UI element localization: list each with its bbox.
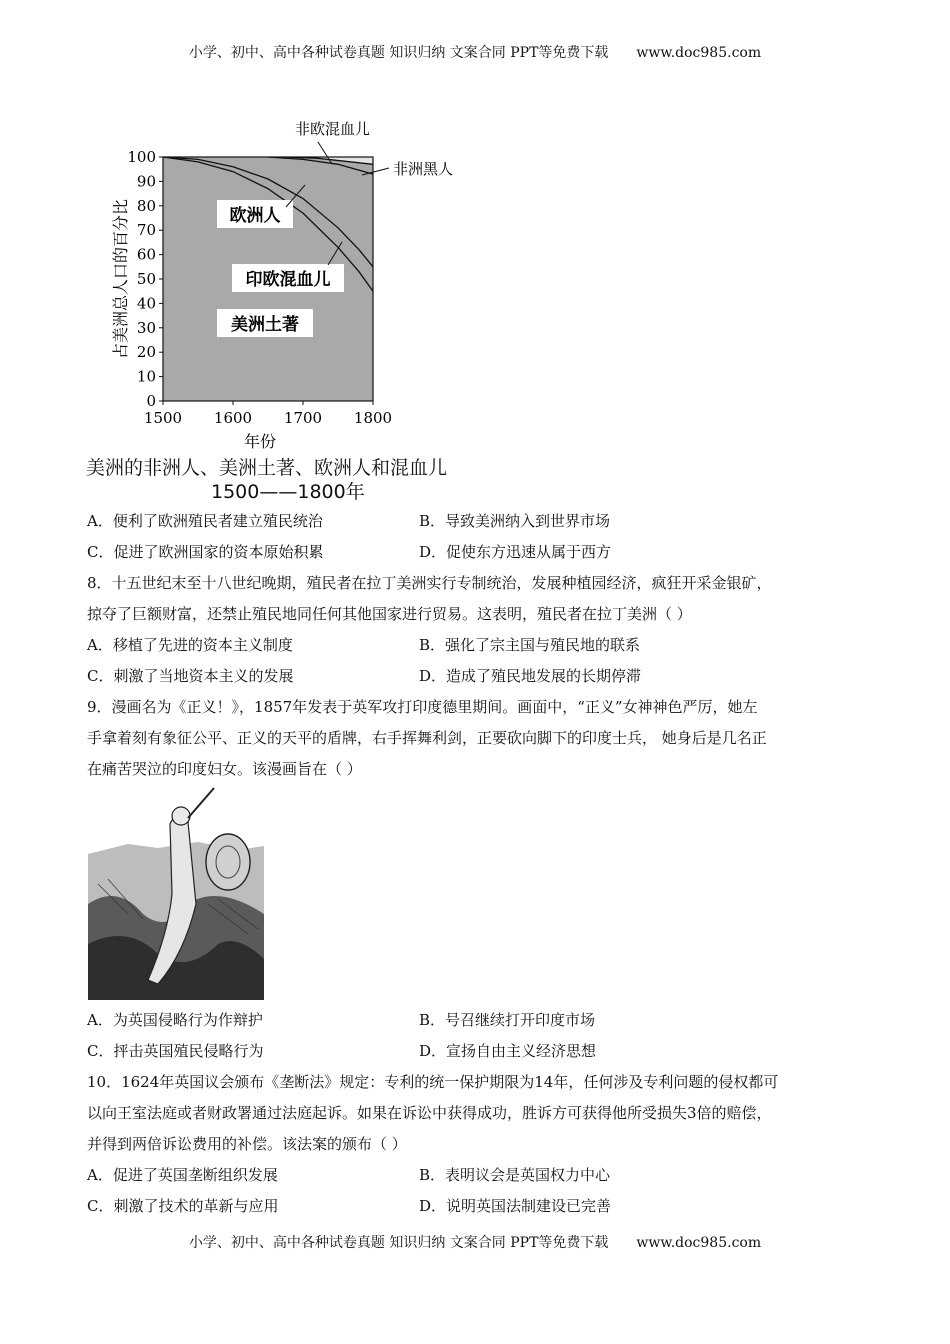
q9-stem-line3: 在痛苦哭泣的印度妇女。该漫画旨在（ ） bbox=[87, 760, 362, 778]
x-tick-label: 1800 bbox=[353, 409, 393, 427]
q8-option-d: D．造成了殖民地发展的长期停滞 bbox=[419, 667, 642, 685]
page-footer bbox=[0, 1232, 950, 1252]
q10-option-b: B．表明议会是英国权力中心 bbox=[419, 1166, 611, 1184]
q7-option-c: C．促进了欧洲国家的资本原始积累 bbox=[87, 543, 324, 561]
footer-text: 小学、初中、高中各种试卷真题 知识归纳 文案合同 PPT等免费下载 bbox=[188, 1235, 609, 1251]
q9-option-a: A．为英国侵略行为作辩护 bbox=[87, 1011, 263, 1029]
y-tick-label: 50 bbox=[136, 270, 156, 288]
q7-option-b: B．导致美洲纳入到世界市场 bbox=[419, 512, 611, 530]
q8-stem-line2: 掠夺了巨额财富，还禁止殖民地同任何其他国家进行贸易。这表明，殖民者在拉丁美洲（ ） bbox=[87, 605, 692, 623]
y-tick-label: 100 bbox=[127, 148, 156, 166]
y-tick-label: 40 bbox=[136, 294, 156, 313]
q9-option-c: C．抨击英国殖民侵略行为 bbox=[87, 1042, 264, 1060]
q8-option-a: A．移植了先进的资本主义制度 bbox=[87, 636, 293, 654]
label-non-european-mixed: 非欧混血儿 bbox=[295, 120, 371, 138]
header-text: 小学、初中、高中各种试卷真题 知识归纳 文案合同 PPT等免费下载 bbox=[188, 45, 609, 61]
y-axis-label: 占美洲总人口的百分比 bbox=[111, 198, 130, 360]
x-tick-label: 1700 bbox=[283, 409, 323, 427]
y-tick-label: 20 bbox=[136, 343, 156, 362]
q8-stem-line1: 8．十五世纪末至十八世纪晚期，殖民者在拉丁美洲实行专制统治，发展种植园经济，疯狂开采金银矿， bbox=[87, 574, 772, 592]
page-header bbox=[0, 42, 950, 62]
q7-option-a: A．便利了欧洲殖民者建立殖民统治 bbox=[87, 512, 323, 530]
label-africans: 非洲黑人 bbox=[393, 160, 454, 178]
q10-stem-line1: 10．1624年英国议会颁布《垄断法》规定：专利的统一保护期限为14年，任何涉及专利问题的侵权都可 bbox=[87, 1073, 779, 1091]
q10-option-a: A．促进了英国垄断组织发展 bbox=[87, 1166, 278, 1184]
x-tick-label: 1500 bbox=[143, 409, 183, 427]
label-europeans: 欧洲人 bbox=[229, 206, 281, 226]
q10-option-c: C．刺激了技术的革新与应用 bbox=[87, 1197, 279, 1215]
y-tick-label: 70 bbox=[136, 221, 156, 240]
header-site: www.doc985.com bbox=[636, 45, 762, 61]
q9-option-d: D．宣扬自由主义经济思想 bbox=[419, 1042, 597, 1060]
y-tick-label: 10 bbox=[136, 367, 156, 386]
q10-stem-line2: 以向王室法庭或者财政署通过法庭起诉。如果在诉讼中获得成功，胜诉方可获得他所受损失3倍的赔偿， bbox=[87, 1104, 772, 1122]
chart-caption-line2: 1500——1800年 bbox=[211, 481, 365, 503]
q9-option-b: B．号召继续打开印度市场 bbox=[419, 1011, 596, 1029]
population-chart bbox=[100, 112, 520, 452]
chart-caption-line1: 美洲的非洲人、美洲土著、欧洲人和混血儿 bbox=[86, 457, 448, 479]
label-mestizo: 印欧混血儿 bbox=[245, 270, 331, 290]
y-tick-label: 0 bbox=[146, 392, 156, 410]
q9-stem-line2: 手拿着刻有象征公平、正义的天平的盾牌，右手挥舞利剑，正要砍向脚下的印度士兵， 她身后是几名正 bbox=[87, 729, 767, 747]
x-axis-label: 年份 bbox=[243, 432, 277, 451]
q9-stem-line1: 9．漫画名为《正义！》，1857年发表于英军攻打印度德里期间。画面中，“正义”女神神色严厉，她左 bbox=[87, 698, 758, 716]
justice-cartoon-image bbox=[88, 784, 264, 1000]
label-natives: 美洲土著 bbox=[231, 315, 299, 335]
footer-site: www.doc985.com bbox=[636, 1235, 762, 1251]
q8-option-c: C．刺激了当地资本主义的发展 bbox=[87, 667, 294, 685]
q7-option-d: D．促使东方迅速从属于西方 bbox=[419, 543, 612, 561]
y-tick-label: 60 bbox=[136, 245, 156, 264]
q8-option-b: B．强化了宗主国与殖民地的联系 bbox=[419, 636, 641, 654]
q10-stem-line3: 并得到两倍诉讼费用的补偿。该法案的颁布（ ） bbox=[87, 1135, 407, 1153]
y-tick-label: 80 bbox=[136, 196, 156, 215]
y-tick-label: 90 bbox=[136, 172, 156, 191]
q10-option-d: D．说明英国法制建设已完善 bbox=[419, 1197, 612, 1215]
y-tick-label: 30 bbox=[136, 318, 156, 337]
x-tick-label: 1600 bbox=[213, 409, 253, 427]
